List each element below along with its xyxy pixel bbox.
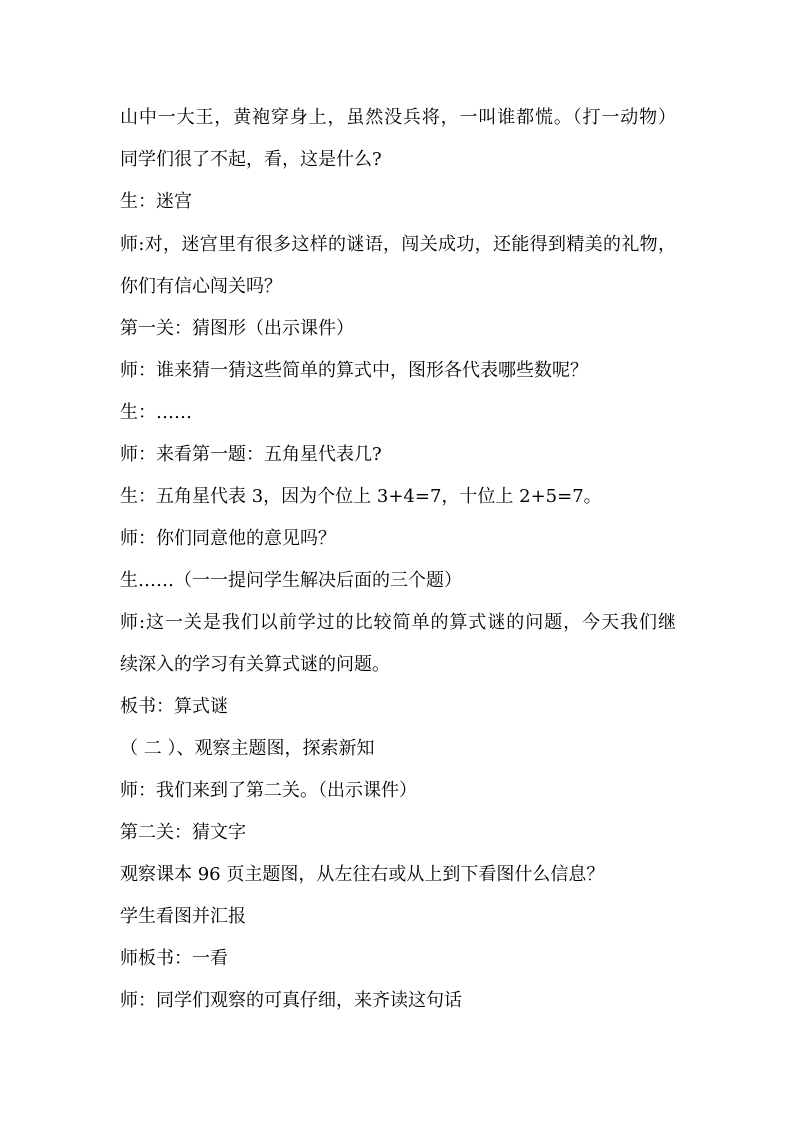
text-line: 师：谁来猜一猜这些简单的算式中，图形各代表哪些数呢？ — [120, 360, 588, 381]
text-line: 师：同学们观察的可真仔细，来齐读这句话 — [120, 990, 462, 1011]
text-line: 学生看图并汇报 — [120, 906, 246, 927]
text-line: 师：你们同意他的意见吗？ — [120, 528, 336, 549]
text-line: 师：我们来到了第二关。（出示课件） — [120, 780, 417, 801]
text-line: 你们有信心闯关吗？ — [120, 276, 282, 297]
text-line: 生：迷宫 — [120, 191, 192, 212]
text-line: 师:对，迷宫里有很多这样的谜语，闯关成功，还能得到精美的礼物， — [120, 234, 676, 255]
text-line: 生：…… — [120, 402, 192, 423]
text-line: 板书：算式谜 — [120, 696, 228, 717]
text-line: 生……（一一提问学生解决后面的三个题） — [120, 570, 462, 591]
text-line: 续深入的学习有关算式谜的问题。 — [120, 654, 390, 675]
riddle-line: 山中一大王，黄袍穿身上，虽然没兵将，一叫谁都慌。（打一动物） — [120, 107, 676, 128]
text-line: 第二关：猜文字 — [120, 822, 246, 843]
section-heading: （ 二 ）、观察主题图，探索新知 — [120, 738, 375, 759]
text-line: 观察课本 96 页主题图，从左往右或从上到下看图什么信息？ — [120, 864, 605, 885]
text-line: 第一关：猜图形（出示课件） — [120, 318, 354, 339]
text-line: 师板书：一看 — [120, 948, 228, 969]
text-line: 生：五角星代表 3，因为个位上 3+4=7，十位上 2+5=7。 — [120, 486, 602, 507]
text-line: 师:这一关是我们以前学过的比较简单的算式谜的问题，今天我们继 — [120, 612, 676, 633]
text-line: 同学们很了不起，看，这是什么? — [120, 149, 382, 170]
text-line: 师：来看第一题：五角星代表几? — [120, 444, 382, 465]
